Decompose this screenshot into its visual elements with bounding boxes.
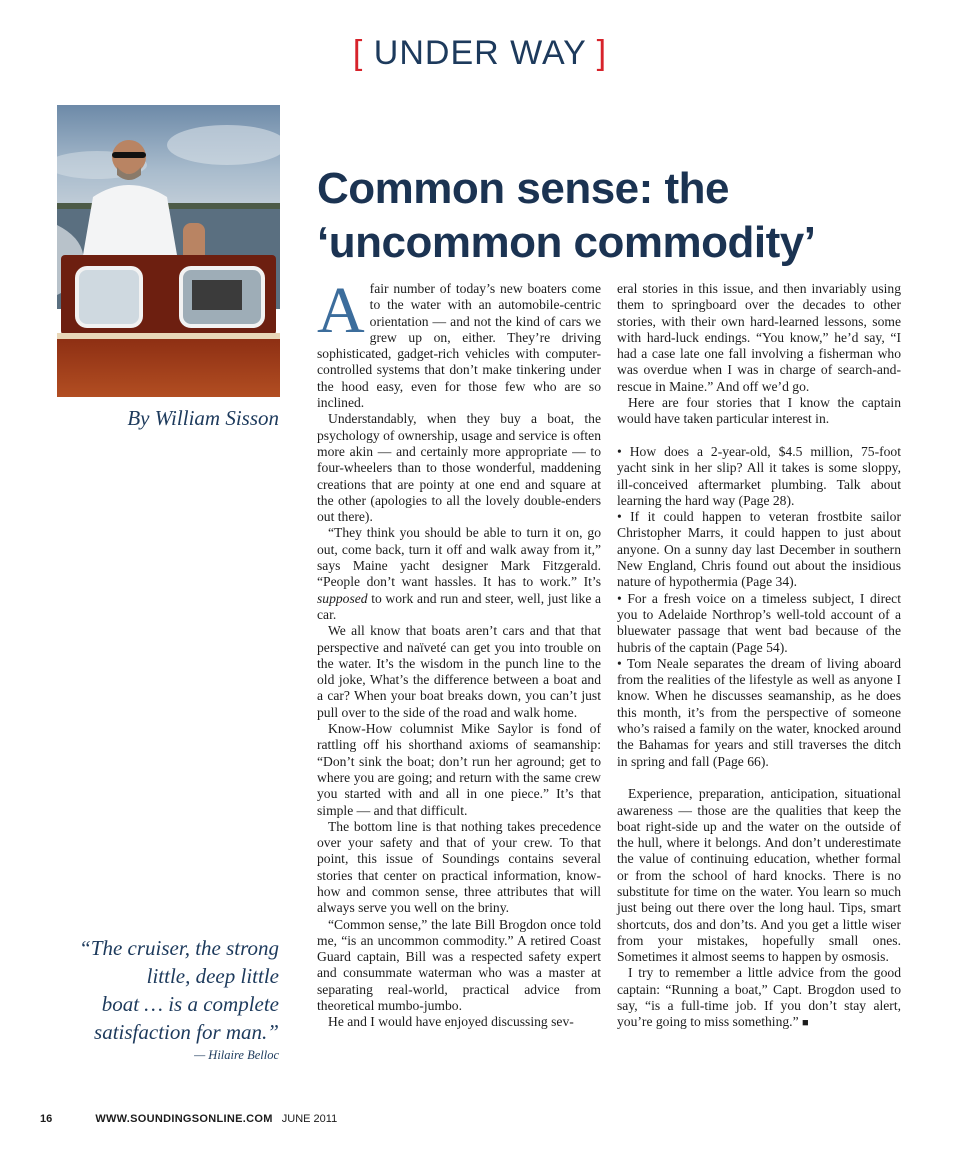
page-number: 16 [40,1113,53,1125]
article-paragraph: Here are four stories that I know the captain would have taken particular interest in. [617,395,901,427]
bullet-item: • Tom Neale separates the dream of living aboard from the realities of the lifestyle as well as anyone I know. When he discusses seamanship, as he does this month, it’s from the perspective of someone who’s raised a family on the water, knocked around the Bahamas for years and still traverses the ditch in spring and fall (Page 66). [617,655,901,769]
article-column-1 [317,274,601,1031]
article-paragraph: Understandably, when they buy a boat, the psychology of ownership, usage and service is often more akin — and certainly more appropriate — to four-wheelers than to those wonderful, maddening creations that are pointy at one end and square at the other (apologies to all the lovely double-enders out there). [317,411,601,525]
article-paragraph: Know-How columnist Mike Saylor is fond of rattling off his shorthand axioms of seamanship: “Don’t sink the boat; don’t run her aground; get to where you are going; and return with the same crew you started with and all in one piece.” It’s that simple — and that difficult. [317,721,601,818]
pull-quote-attribution: — Hilaire Belloc [194,1048,279,1062]
bullet-item: • How does a 2-year-old, $4.5 million, 75-foot yacht sink in her slip? All it takes is some sloppy, ill-conceived aftermarket plumbing. Talk about learning the hard way (Page 28). [617,443,901,508]
article-paragraph: eral stories in this issue, and then invariably using them to springboard over the decades to other stories, with their own hard-learned lessons, some with hard-luck endings. “You know,” he’d say, “I had a case late one fall involving a fisherman who was overdue when I was in charge of search-and-rescue in Maine.” And off we’d go. [617,281,901,394]
article-paragraph [617,965,901,1031]
article-paragraph: He and I would have enjoyed discussing sev- [328,1014,574,1030]
issue-date: JUNE 2011 [281,1113,338,1125]
paragraph-text: fair number of today’s new boaters come to the water with an automobile-centric orientation — and not the kind of cars we grew up on, either. They’re driving sophisticated, gadget-rich vehicles with computer-controlled systems that don’t make tinkering under the hood easy, even for those few who are so inclined. [317,281,601,411]
headline [317,162,917,270]
bullet-item: • If it could happen to veteran frostbite sailor Christopher Marrs, it could happen to just about anyone. On a sunny day last December in southern New England, Chris found out about the insidious nature of hypothermia (Page 34). [617,509,901,590]
pull-quote-line: satisfaction for man.” [94,1020,279,1044]
paragraph-text: “They think you should be able to turn it on, go out, come back, turn it off and walk away from it,” says Maine yacht designer Mark Fitzgerald. “People don’t want hassles. It has to work.” It’s [317,525,601,590]
article-paragraph [317,525,601,623]
paragraph-spacer [617,428,901,444]
page-footer [40,1113,337,1125]
bullet-item: • For a fresh voice on a timeless subject, I direct you to Adelaide Northrop’s well-told account of a bluewater passage that went bad because of the hubris of the captain (Page 54). [617,590,901,655]
author-photo-image [57,105,280,397]
article-paragraph: The bottom line is that nothing takes precedence over your safety and that of your crew. To that point, this issue of Soundings contains several stories that center on practical information, know-how and common sense, three attributes that will always serve you well on the briny. [317,818,601,916]
headline-line-1: Common sense: the [317,164,730,213]
byline: By William Sisson [127,406,279,430]
section-header [0,34,960,73]
pull-quote [39,934,279,1046]
section-bracket-close: ] [596,34,608,72]
headline-line-2: ‘uncommon commodity’ [317,218,816,267]
paragraph-spacer [617,770,901,786]
article-paragraph: We all know that boats aren’t cars and that that perspective and naïveté can get you into trouble on the water. It’s the wisdom in the punch line to the old joke, What’s the difference between a boat and a car? When your boat breaks down, you can’t just pull over to the side of the road and walk home. [317,623,601,720]
article-paragraph: Experience, preparation, anticipation, situational awareness — those are the qualities that keep the boat right-side up and the water on the outside of the hull, where it belongs. And don’t underestimate the value of continuing education, whether formal or from the school of hard knocks. There is no substitute for time on the water. You learn so much just being out there over the long haul. Tips, smart shortcuts, dos and don’ts. And you get a little wiser from your mistakes, hopefully small ones. Sometimes it almost seems to happen by osmosis. [617,786,901,965]
drop-cap: A [317,274,365,347]
emphasis-text: supposed [317,590,368,606]
paragraph-text: I try to remember a little advice from the good captain: “Running a boat,” Capt. Brogdon used to say, “is a full-time job. If you don’t stay alert, you’re going to miss something.” [617,965,901,1030]
section-label: UNDER WAY [373,34,587,72]
pull-quote-line: boat … is a complete [101,992,279,1016]
section-bracket-open: [ [352,34,364,72]
article-paragraph: “Common sense,” the late Bill Brogdon once told me, “is an uncommon commodity.” A retired Coast Guard captain, Bill was a respected safety expert and consummate waterman who was a master at separating real-world, practical advice from theoretical mumbo-jumbo. [317,916,601,1014]
pull-quote-line: little, deep little [146,964,279,988]
website-link[interactable]: WWW.SOUNDINGSONLINE.COM [95,1113,273,1125]
pull-quote-line: “The cruiser, the strong [79,936,279,960]
end-mark-icon: ■ [802,1017,809,1030]
article-column-2 [617,281,901,1032]
article-paragraph [317,274,601,411]
paragraph-text: to work and run and steer, well, just like a car. [317,590,601,622]
author-photo [57,105,280,397]
